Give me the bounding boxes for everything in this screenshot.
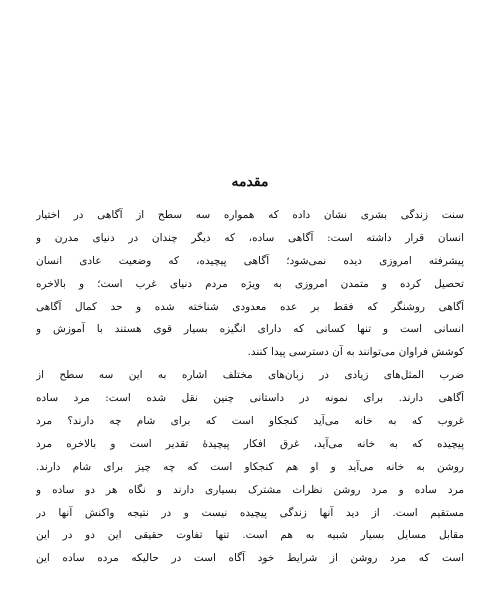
text-line: انسانی است و تنها کسانی که دارای انگیزه بسیار قوی هستند با آموزش و [36,323,464,336]
text-line: پیشرفته امروزی دیده نمی‌شود؛ آگاهی پیچیده، که وضعیت عادی انسان [36,254,464,267]
text-line: مقابل مسایل بسیار شبیه به هم است. تنها تفاوت حقیقی این دو در این [36,529,464,542]
text-line: سنت زندگی بشری نشان داده که همواره سه سطح از آگاهی در اختیار [36,209,464,221]
text-line: پیچیده که به خانه می‌آید، غرق افکار پیچیدهٔ تقدیر است و بالاخره مرد [36,437,464,450]
text-line: مرد ساده و مرد روشن نظرات مشترک بسیاری دارند و نگاه هر دو ساده و [36,483,464,496]
body-text [36,204,464,570]
text-line: است که مرد روشن از شرایط خود آگاه است در حالیکه مرده ساده این [36,552,464,565]
text-line: مستقیم است. از دید آنها زندگی پیچیده نیست و در نتیجه واکنش آنها در [36,506,464,519]
text-line: ضرب المثل‌های زیادی در زبان‌های مختلف اشاره به این سه سطح از [36,369,464,382]
text-line: آگاهی دارند. برای نمونه در داستانی چنین نقل شده است: مرد ساده [36,392,464,405]
text-line: کوشش فراوان می‌توانند به آن دسترسی پیدا کنند. [247,346,464,359]
page-title: مقدمه [231,174,269,190]
text-line: تحصیل کرده و متمدن امروزی به ویژه مردم دنیای غرب است؛ و بالاخره [36,277,464,290]
text-line: انسان قرار داشته است: آگاهی ساده، که دیگر چندان در دنیای مدرن و [36,231,464,244]
text-line: روشن به خانه می‌آید و او هم کنجکاو است که چه چیز برای شام دارند. [36,460,464,473]
text-line: غروب که به خانه می‌آید کنجکاو است که برای شام چه دارند؟ مرد [36,415,464,428]
text-line: آگاهی روشنگر که فقط بر عده معدودی شناخته شده و حد کمال آگاهی [36,300,464,313]
